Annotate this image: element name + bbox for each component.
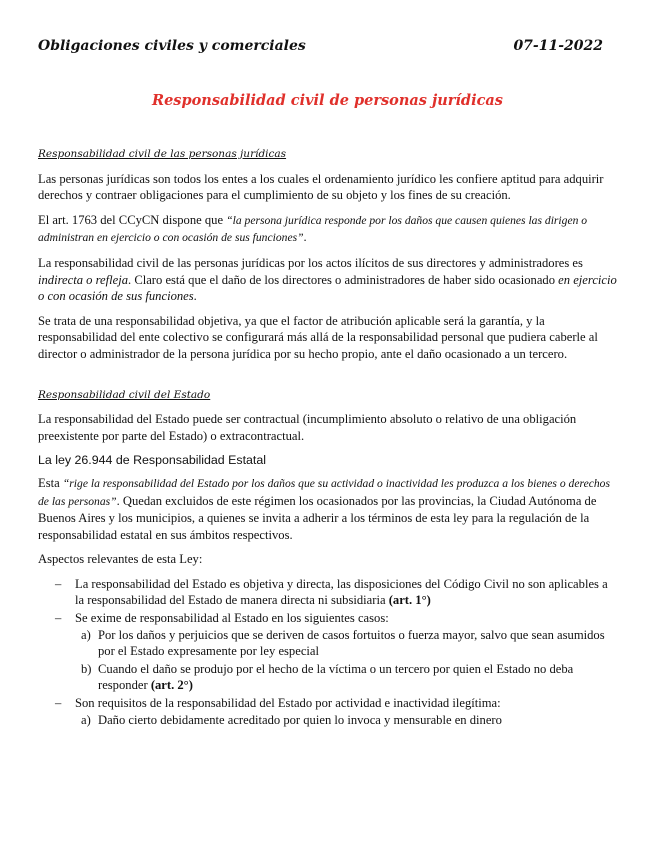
list-item-text: Son requisitos de la responsabilidad del Estado por actividad e inactividad ilegítima: [75, 696, 501, 711]
section-heading-estado: Responsabilidad civil del Estado [38, 388, 211, 401]
course-header: Obligaciones civiles y comerciales [38, 38, 306, 54]
quote-art-1763: “la persona jurídica responde por los daños que causen quienes las dirigen o administran en ejercicio o con ocasión de sus funciones” [38, 213, 588, 245]
sub-list-item [75, 627, 618, 660]
paragraph-objective-responsibility: Se trata de una responsabilidad objetiva, ya que el factor de atribución aplicable será la garantía, y la responsabilidad del ente colectivo se configurará más allá de la responsabilidad personal que pudiera caberle al director o administrador de la persona jurídica por su hecho propio, ante el daño ocasionado a un tercero. [38, 313, 598, 361]
sub-list [75, 712, 618, 729]
paragraph-art-1763 [38, 212, 618, 247]
section-heading-personas-juridicas: Responsabilidad civil de las personas jurídicas [38, 148, 287, 160]
text-span: La responsabilidad civil de las personas jurídicas por los actos ilícitos de sus directores y administradores es [38, 255, 583, 270]
article-ref: (art. 2°) [150, 678, 193, 693]
text-span: . Quedan excluidos de este régimen los ocasionados por las provincias, la Ciudad Autónoma de Buenos Aires y los municipios, a quienes se invita a adherir a los términos de esta ley para la regulación de la responsabilidad estatal en sus ámbitos respectivos. [38, 493, 597, 542]
aspects-intro: Aspectos relevantes de esta Ley: [38, 552, 203, 567]
list-item [38, 610, 618, 694]
aspects-list [38, 576, 618, 728]
sub-list-item [75, 661, 618, 694]
document-title: Responsabilidad civil de personas jurídicas [152, 92, 503, 109]
paragraph-indirect-responsibility [38, 255, 618, 305]
sub-list [75, 627, 618, 694]
sub-list-text: Cuando el daño se produjo por el hecho de la víctima o un tercero por quien el Estado no deba responder [98, 661, 574, 693]
article-ref: (art. 1°) [388, 593, 431, 608]
list-item-text: La responsabilidad del Estado es objetiva y directa, las disposiciones del Código Civil no son aplicables a la responsabilidad del Estado de manera directa ni subsidiaria [75, 576, 608, 608]
date-header: 07-11-2022 [513, 38, 603, 54]
sub-list-text: Por los daños y perjuicios que se deriven de casos fortuitos o fuerza mayor, salvo que sean asumidos por el Estado expresamente por ley especial [98, 627, 605, 659]
paragraph-state-contractual: La responsabilidad del Estado puede ser contractual (incumplimiento absoluto o relativo de una obligación preexistente por parte del Estado) o extracontractual. [38, 412, 577, 443]
text-span: . [193, 289, 197, 304]
paragraph-law-scope [38, 475, 618, 543]
list-item-text: Se exime de responsabilidad al Estado en los siguientes casos: [75, 611, 389, 626]
sub-list-marker: a) [81, 712, 91, 727]
law-title: La ley 26.944 de Responsabilidad Estatal [38, 453, 267, 468]
list-item [38, 695, 618, 728]
quote-law-scope: “rige la responsabilidad del Estado por los daños que su actividad o inactividad les produzca a los bienes o derechos de las personas” [38, 476, 610, 508]
text-span: Esta [38, 475, 63, 490]
sub-list-marker: b) [81, 661, 92, 676]
emphasis-funciones: en ejercicio o con ocasión de sus funciones [38, 272, 617, 304]
text-span: . [303, 230, 307, 245]
text-span: . Claro está que el daño de los directores o administradores de haber sido ocasionado [128, 272, 559, 287]
sub-list-item [75, 712, 618, 729]
emphasis-indirecta: indirecta o refleja [38, 272, 129, 287]
document-body [38, 146, 618, 729]
sub-list-text: Daño cierto debidamente acreditado por quien lo invoca y mensurable en dinero [98, 712, 502, 727]
sub-list-marker: a) [81, 627, 91, 642]
paragraph-definition: Las personas jurídicas son todos los entes a los cuales el ordenamiento jurídico les confiere aptitud para adquirir derechos y contraer obligaciones para el cumplimiento de su objeto y los fines de su creación. [38, 171, 604, 203]
list-item [38, 576, 618, 609]
text-span: El art. 1763 del CCyCN dispone que [38, 212, 227, 227]
